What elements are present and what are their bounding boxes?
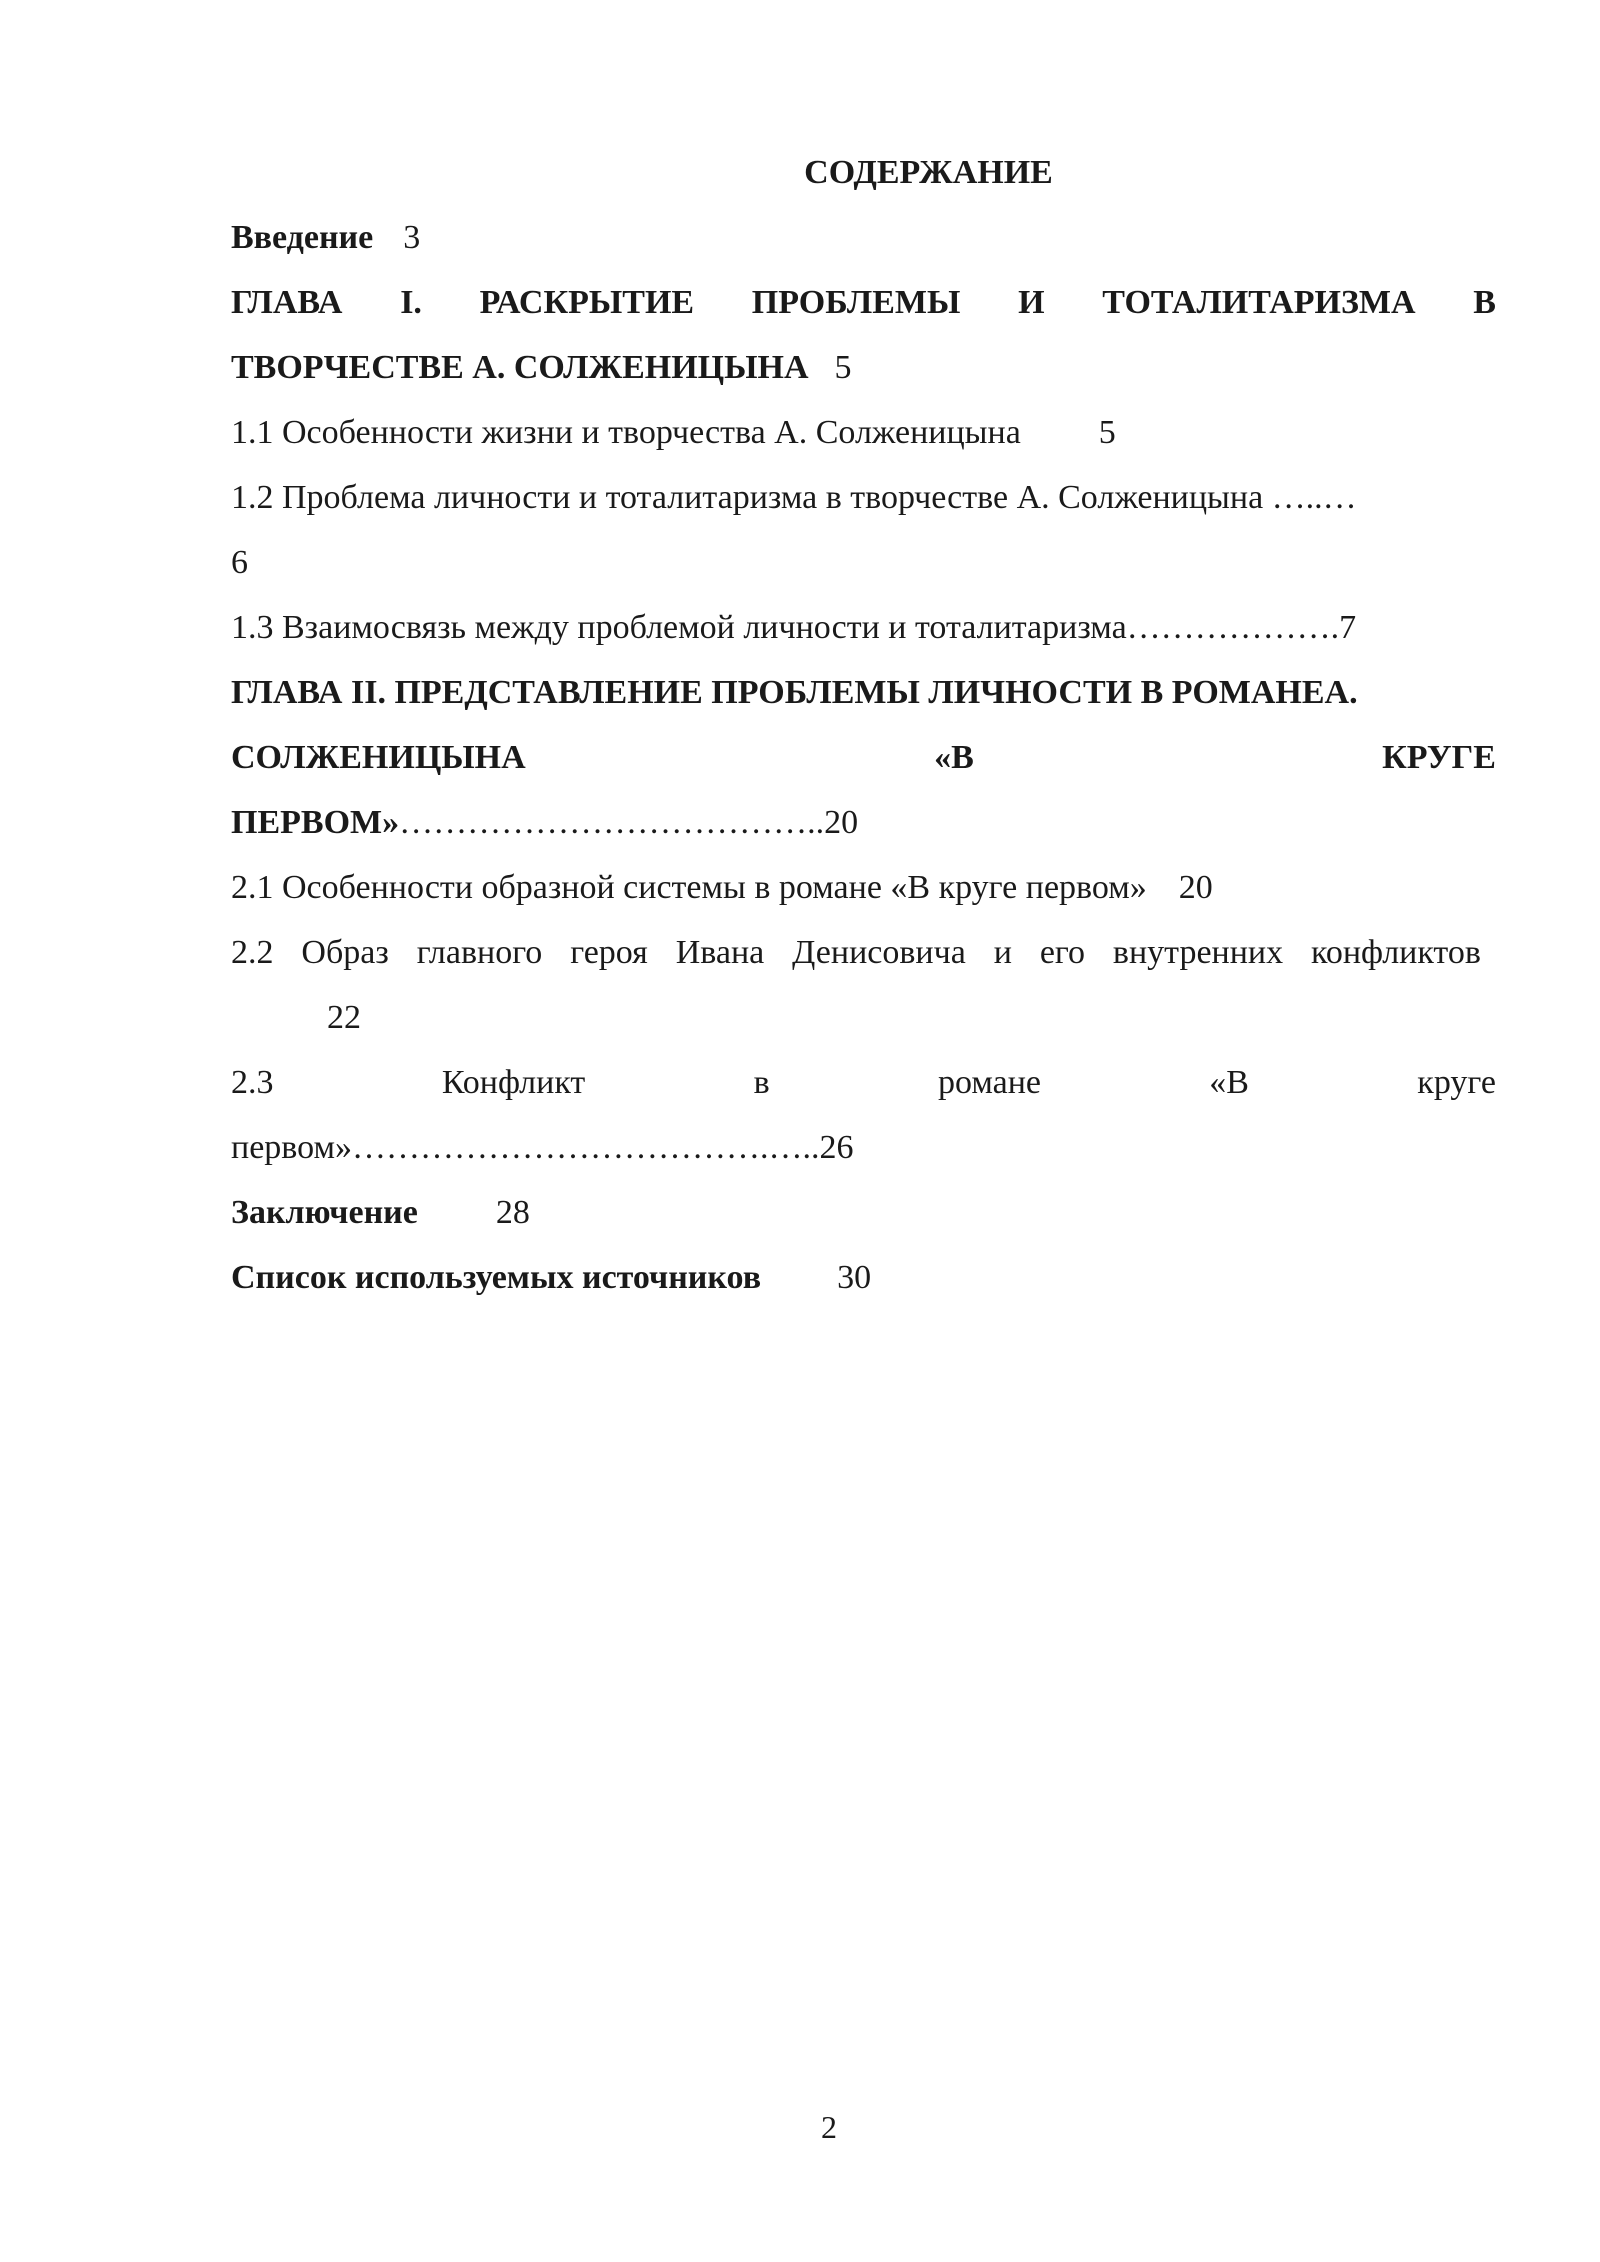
toc-conclusion-label: Заключение (231, 1194, 418, 1231)
toc-2-2-word: Ивана (675, 934, 765, 971)
ch2-title-line-1: ГЛАВА II. ПРЕДСТАВЛЕНИЕ ПРОБЛЕМЫ ЛИЧНОСТИ В РОМАНЕА. (231, 674, 1358, 711)
toc-2-3-word: 2.3 (231, 1064, 274, 1101)
toc-2-2-word: конфликтов (1311, 934, 1481, 971)
page-title (231, 140, 1496, 205)
toc-entry-conclusion (231, 1180, 1496, 1245)
toc-2-3-word: круге (1417, 1064, 1496, 1101)
toc-entry-2-1 (231, 855, 1496, 920)
toc-entry-1-3 (231, 595, 1496, 660)
ch2-word: «В (934, 739, 974, 776)
toc-2-2-word: Денисовича (792, 934, 966, 971)
toc-1-2-page: 6 (231, 544, 248, 581)
toc-2-3-word: романе (937, 1064, 1041, 1101)
toc-entry-chapter-2-line-3 (231, 790, 1496, 855)
toc-entry-intro (231, 205, 1496, 270)
toc-2-2-word: его (1039, 934, 1086, 971)
toc-entry-1-1 (231, 400, 1496, 465)
toc-2-3-word: Конфликт (441, 1064, 586, 1101)
ch2-leader-and-page: ………………………………..20 (399, 804, 859, 841)
toc-1-1-label: 1.1 Особенности жизни и творчества А. Солженицына (231, 414, 1021, 451)
ch1-title-line-2: ТВОРЧЕСТВЕ А. СОЛЖЕНИЦЫНА (231, 349, 809, 386)
ch1-word: ПРОБЛЕМЫ (751, 284, 961, 321)
toc-1-3-label: 1.3 Взаимосвязь между проблемой личности и тоталитаризма……………….7 (231, 609, 1357, 646)
toc-2-2-word: 2.2 (231, 934, 274, 971)
toc-2-2-word: героя (570, 934, 648, 971)
toc-entry-2-2-page-line (231, 985, 1496, 1050)
toc-entry-chapter-2-line-1 (231, 660, 1496, 725)
toc-2-2-word: и (993, 934, 1012, 971)
page-number: 2 (821, 2109, 837, 2145)
ch1-word: ГЛАВА (231, 284, 343, 321)
toc-entry-1-2-page-line (231, 530, 1496, 595)
toc-entry-2-3-line-2 (231, 1115, 1496, 1180)
toc-intro-page: 3 (403, 219, 421, 256)
ch1-word: И (1018, 284, 1045, 321)
page-title-text: СОДЕРЖАНИЕ (804, 154, 1053, 191)
toc-2-3-word: «В (1209, 1064, 1249, 1101)
toc-entry-2-2 (231, 920, 1481, 985)
toc-1-1-page: 5 (1098, 414, 1116, 451)
toc-2-2-word: Образ (301, 934, 389, 971)
toc-2-2-word: внутренних (1112, 934, 1284, 971)
toc-entry-chapter-1-line-1 (231, 270, 1496, 335)
toc-conclusion-page: 28 (495, 1194, 530, 1231)
toc-2-2-word: главного (416, 934, 543, 971)
ch2-word: КРУГЕ (1382, 739, 1496, 776)
table-of-contents (231, 142, 1496, 1310)
toc-2-3-line-2: первом»……………………………….…..26 (231, 1129, 854, 1166)
toc-2-2-page: 22 (327, 999, 361, 1036)
toc-entry-2-3-line-1 (231, 1050, 1496, 1115)
toc-intro-label: Введение (231, 219, 374, 256)
toc-entry-chapter-2-line-2 (231, 725, 1496, 790)
toc-entry-1-2 (231, 465, 1496, 530)
ch2-word: СОЛЖЕНИЦЫНА (231, 739, 526, 776)
toc-2-3-word: в (753, 1064, 770, 1101)
ch1-word: В (1473, 284, 1496, 321)
toc-sources-label: Список используемых источников (231, 1259, 762, 1296)
ch1-word: РАСКРЫТИЕ (479, 284, 695, 321)
toc-ch1-page: 5 (834, 349, 852, 386)
toc-2-1-label: 2.1 Особенности образной системы в романе «В круге первом» (231, 869, 1147, 906)
ch2-title-line-3: ПЕРВОМ» (231, 804, 400, 841)
ch1-word: I. (400, 284, 422, 321)
toc-2-1-page: 20 (1178, 869, 1213, 906)
toc-sources-page: 30 (837, 1259, 872, 1296)
toc-1-2-label: 1.2 Проблема личности и тоталитаризма в творчестве А. Солженицына …..… (231, 479, 1357, 516)
toc-entry-chapter-1-line-2 (231, 335, 1496, 400)
ch1-word: ТОТАЛИТАРИЗМА (1102, 284, 1416, 321)
toc-entry-sources (231, 1245, 1496, 1310)
